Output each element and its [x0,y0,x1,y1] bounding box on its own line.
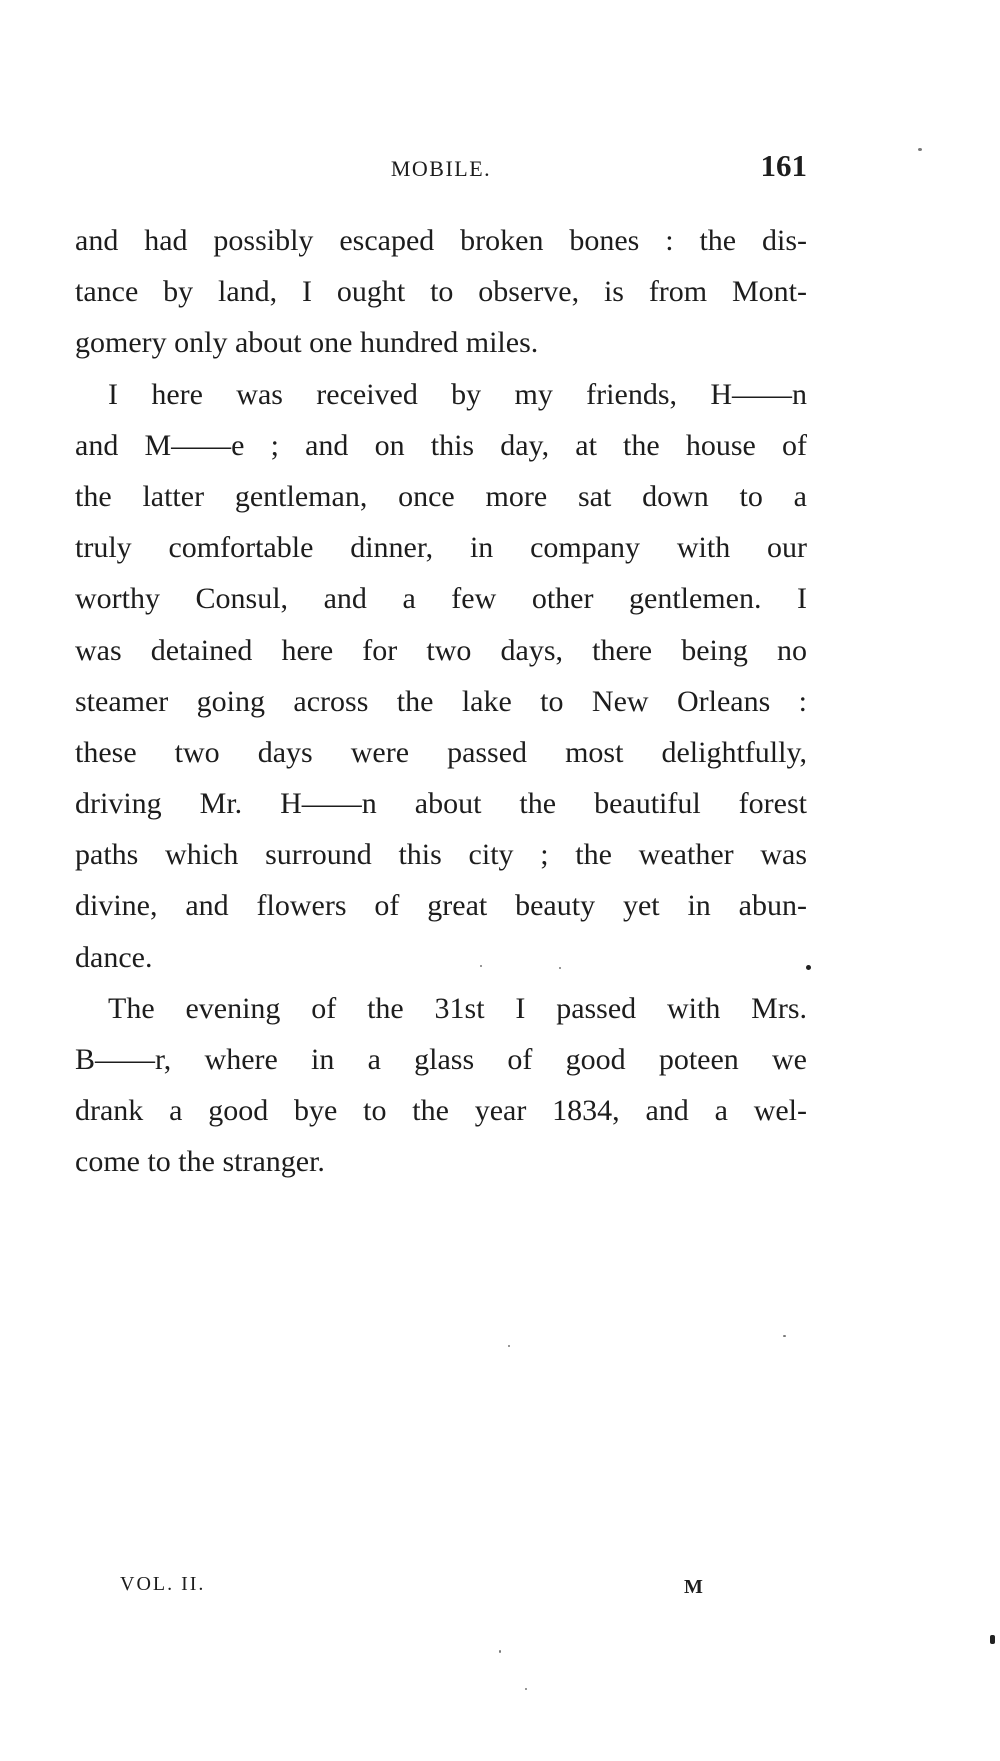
paragraph [75,369,807,983]
text-line: B——r, where in a glass of good poteen we [75,1043,807,1076]
scan-speck [525,1688,527,1690]
text-line: truly comfortable dinner, in company with our [75,531,807,565]
signature-mark: M [684,1576,703,1598]
text-line: the latter gentleman, once more sat down to a [75,479,807,513]
text-line: steamer going across the lake to New Orleans : [75,684,807,718]
text-line: and had possibly escaped broken bones : the dis- [75,224,807,257]
volume-mark: VOL. II. [120,1573,206,1595]
text-line: these two days were passed most delightfully, [75,735,807,769]
scan-speck [918,148,922,151]
scan-speck [499,1650,501,1653]
paragraph [75,215,807,369]
text-line: worthy Consul, and a few other gentlemen. I [75,582,807,616]
text-line: dance. [75,940,153,974]
text-line: paths which surround this city ; the weather was [75,838,807,872]
text-line: driving Mr. H——n about the beautiful forest [75,787,807,821]
text-line: and M——e ; and on this day, at the house of [75,428,807,462]
running-head [75,148,807,188]
text-line: tance by land, I ought to observe, is from Mont- [75,275,807,309]
body-text [75,215,807,1188]
text-line: The evening of the 31st I passed with Mrs. [108,991,807,1025]
text-line: was detained here for two days, there being no [75,633,807,667]
text-line: come to the stranger. [75,1145,325,1179]
running-title: MOBILE. [390,156,492,181]
page-number: 161 [760,148,807,183]
paragraph [75,983,807,1188]
text-line: gomery only about one hundred miles. [75,326,539,360]
text-line: drank a good bye to the year 1834, and a wel- [75,1094,807,1128]
text-line: I here was received by my friends, H——n [108,377,807,411]
scan-speck [559,967,561,969]
scan-speck [508,1345,510,1347]
text-line: divine, and flowers of great beauty yet in abun- [75,889,807,923]
scan-speck [480,965,482,967]
scan-speck [990,1635,995,1644]
scan-speck [806,965,811,970]
scan-speck [783,1335,786,1337]
